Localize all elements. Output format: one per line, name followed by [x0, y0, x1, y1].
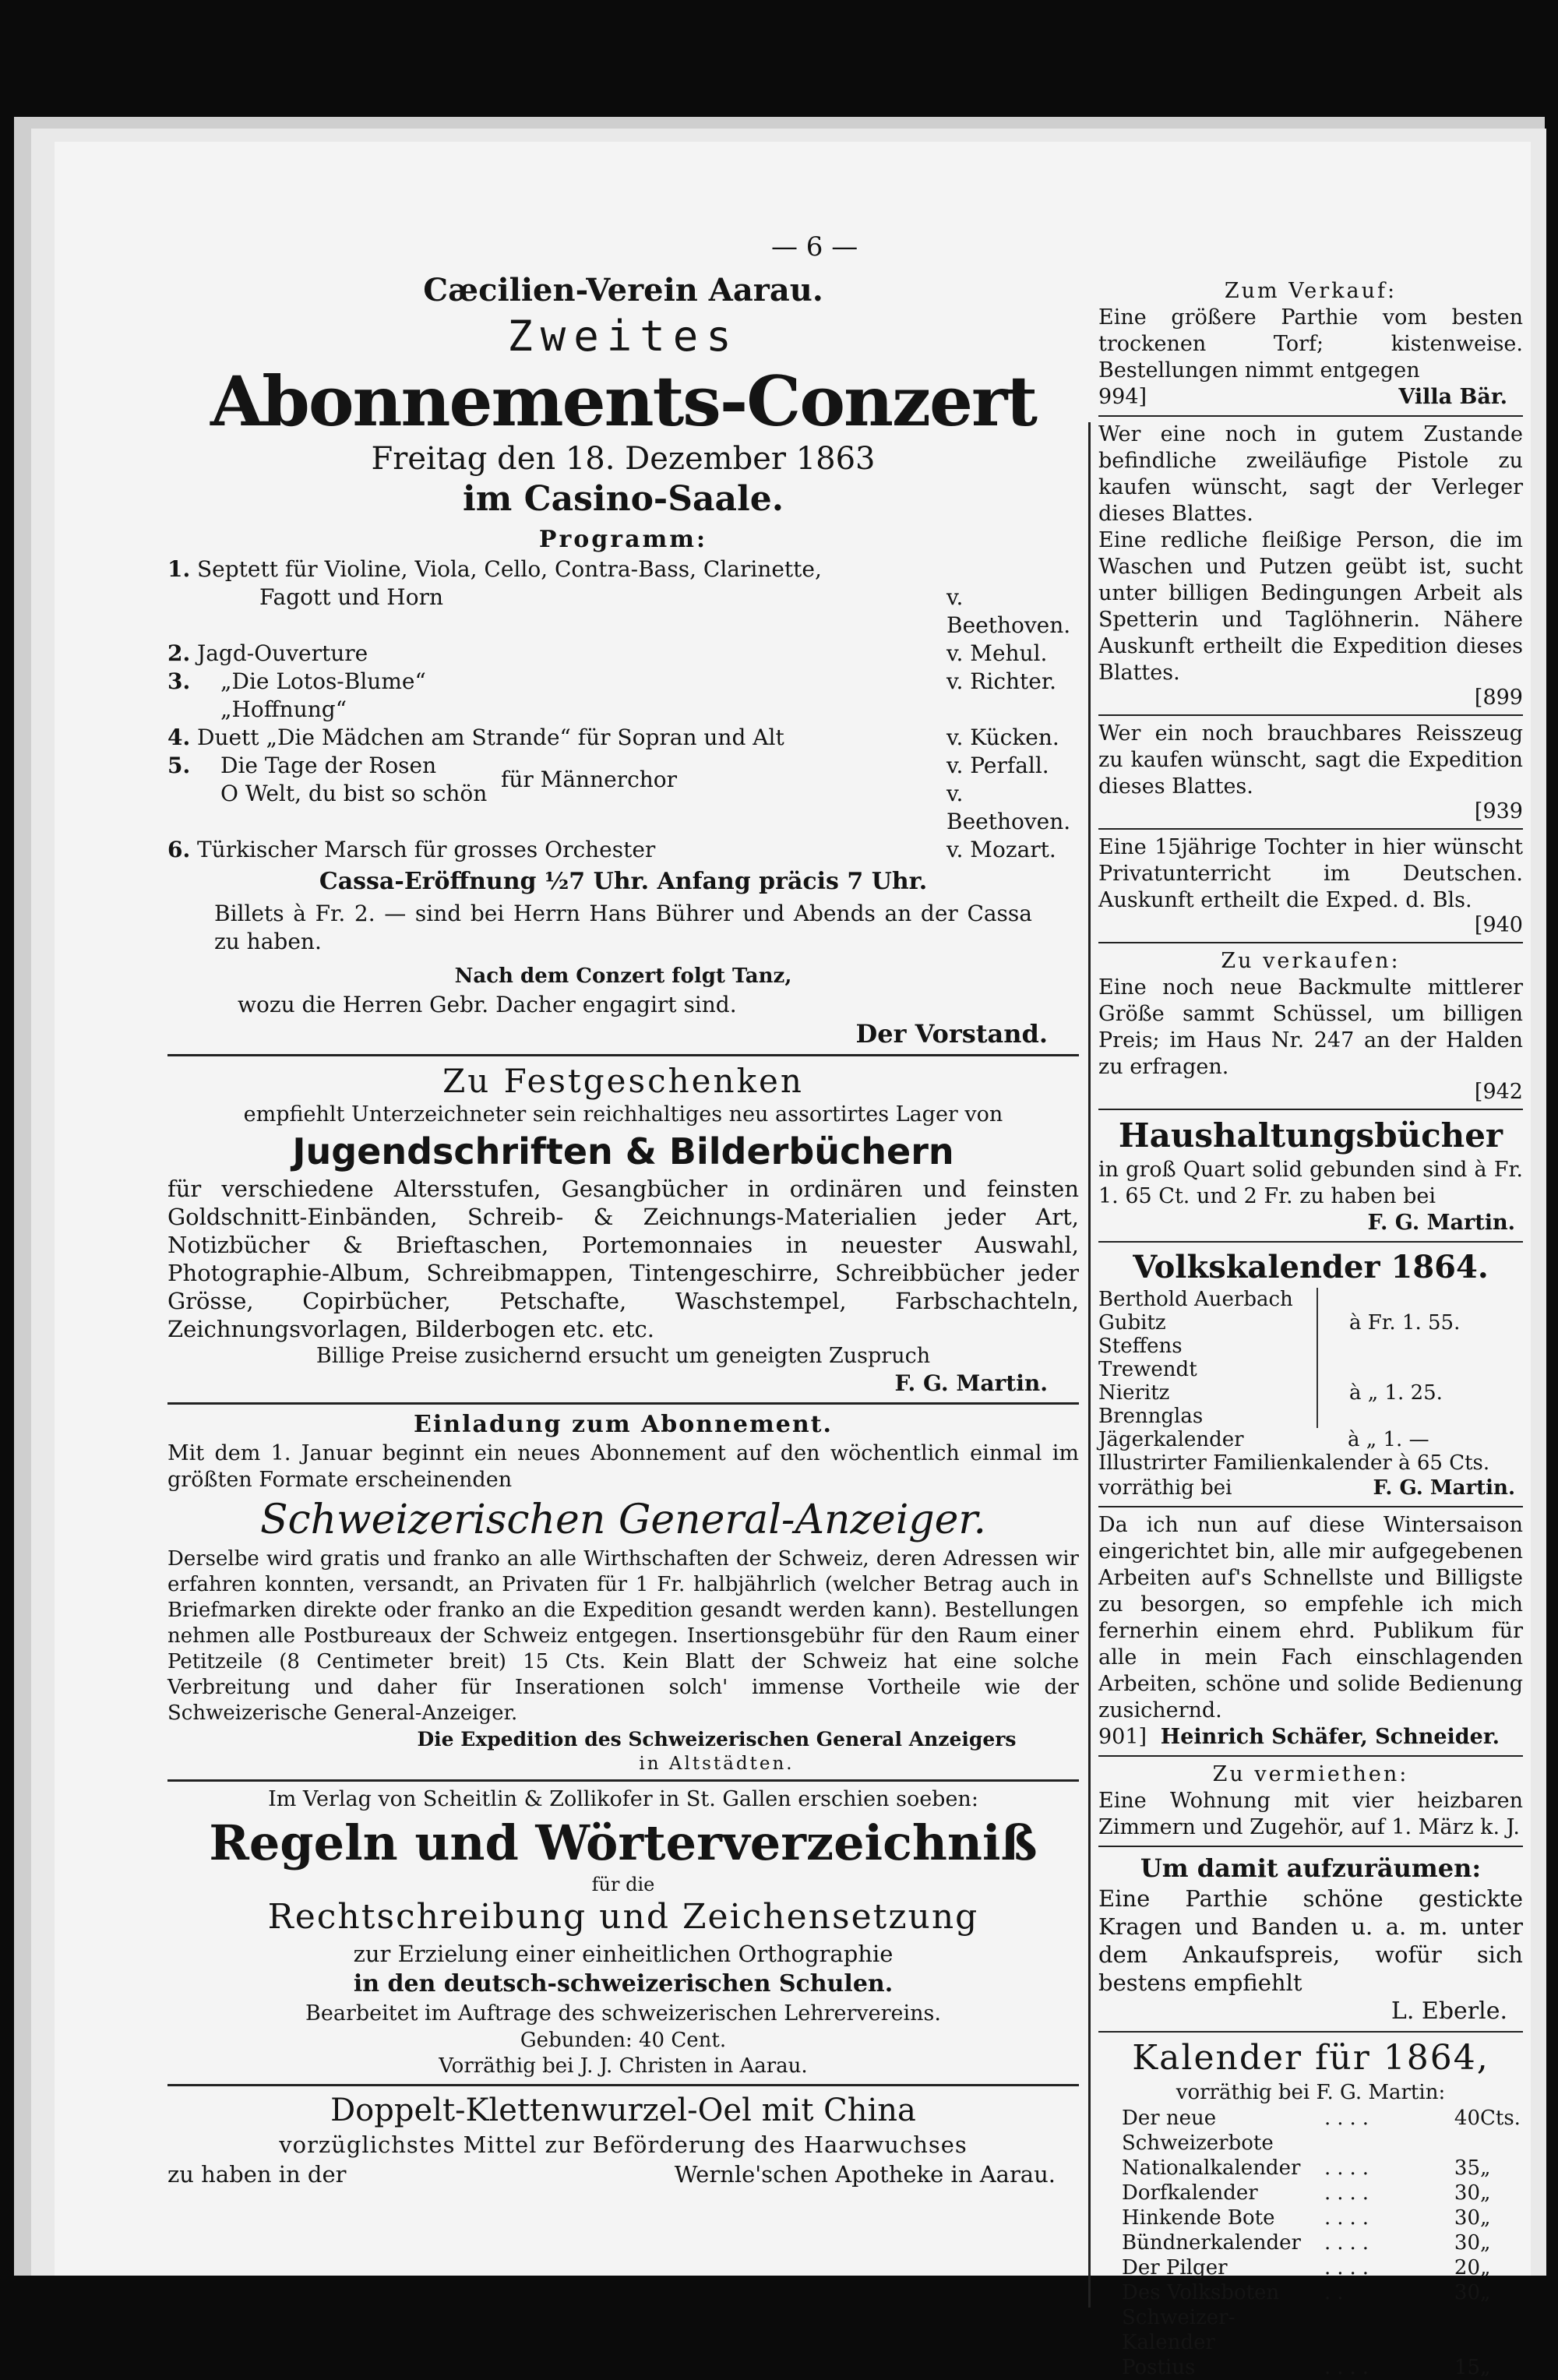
divider — [1098, 1109, 1523, 1110]
festgeschenke-intro: empfiehlt Unterzeichneter sein reichhaltiges neu assortirtes Lager von — [243, 1102, 1003, 1127]
regeln-title: Regeln und Wörterverzeichniß — [209, 1814, 1038, 1871]
regeln-avail: Vorräthig bei J. J. Christen in Aarau. — [439, 2054, 808, 2078]
oel-title: Doppelt-Klettenwurzel-Oel mit China — [330, 2093, 916, 2128]
regeln-price: Gebunden: 40 Cent. — [520, 2029, 727, 2052]
person-ad-number: [899 — [1474, 686, 1523, 710]
regeln-line-2: in den deutsch-schweizerischen Schulen. — [353, 1970, 894, 1997]
divider — [1098, 1755, 1523, 1757]
divider — [167, 1054, 1079, 1056]
kalender-title: Kalender für 1864, — [1132, 2038, 1489, 2078]
schaefer-footer: 901] Heinrich Schäfer, Schneider. — [1098, 1725, 1500, 1749]
list-item: Dorfkalender .... 30 „ — [1122, 2181, 1491, 2205]
tochter-ad-number: [940 — [1474, 913, 1523, 937]
list-item: Hinkende Bote .... 30 „ — [1122, 2206, 1491, 2230]
program-item: 2. Jagd-Ouverture v. Mehul. — [167, 640, 1048, 666]
regeln-line-1: zur Erzielung einer einheitlichen Orthographie — [353, 1941, 894, 1967]
program-item: 6. Türkischer Marsch für grosses Orchester v. Mozart. — [167, 837, 1056, 862]
divider — [167, 1402, 1079, 1405]
reisszeug-ad-number: [939 — [1474, 799, 1523, 823]
divider — [1098, 1846, 1523, 1847]
anzeiger-sig-2: in Altstädten. — [639, 1754, 795, 1774]
right-column — [1098, 278, 1523, 2380]
anzeiger-intro: Mit dem 1. Januar beginnt ein neues Abonnement auf den wöchentlich einmal im größten Formate erscheinenden — [167, 1441, 1079, 1492]
program-item: 4. Duett „Die Mädchen am Strande“ für Sopran und Alt v. Kücken. — [167, 725, 1059, 750]
list-item: Der Pilger .... 20 „ — [1122, 2256, 1491, 2280]
oel-footer: zu haben in der Wernle'schen Apotheke in Aarau. — [167, 2161, 1056, 2188]
vermiethen-ad: Eine Wohnung mit vier heizbaren Zimmern und Zugehör, auf 1. März k. J. — [1098, 1789, 1523, 1839]
divider — [167, 2084, 1079, 2086]
list-item: Der neue Schweizerbote .... 40 Cts. — [1122, 2107, 1521, 2155]
volkskalender-group-1: Berthold Auerbach Gubitz Steffens à Fr. 1. 55. — [1098, 1288, 1461, 1358]
concert-venue: im Casino-Saale. — [462, 479, 784, 519]
festgeschenke-signature: F. G. Martin. — [894, 1370, 1048, 1396]
backmulte-ad: Eine noch neue Backmulte mittlerer Größe sammt Schüssel, um billigen Preis; im Haus Nr. 247 an der Halden zu erfragen. — [1098, 975, 1523, 1079]
divider — [1098, 942, 1523, 943]
vermiethen-heading: Zu vermiethen: — [1212, 1762, 1409, 1786]
list-item: Bündnerkalender .... 30 „ — [1122, 2231, 1491, 2255]
billets-info: Billets à Fr. 2. — sind bei Herrn Hans Bührer und Abends an der Cassa zu haben. — [214, 901, 1032, 954]
page-number: — 6 — — [771, 231, 858, 263]
aufraeumen-sig: L. Eberle. — [1391, 1997, 1507, 2025]
program-list — [167, 555, 1079, 864]
divider — [1098, 828, 1523, 830]
regeln-intro: Im Verlag von Scheitlin & Zollikofer in St. Gallen erschien soeben: — [268, 1787, 978, 1811]
list-item: Postius .... 15 „ — [1122, 2356, 1491, 2379]
festgeschenke-closing: Billige Preise zusichernd ersucht um geneigten Zuspruch — [315, 1344, 931, 1368]
volkskalender-group-2: Trewendt Nieritz Brennglas à „ 1. 25. — [1098, 1358, 1443, 1428]
schaefer-ad: Da ich nun auf diese Wintersaison eingerichtet bin, alle mir aufgegebenen Arbeiten auf's Schnellste und Billigste zu besorgen, so empfehle ich mich fernerhin einem ehrd. Publikum für alle in mein Fach einschlagenden Arbeiten, schöne und solide Bedienung zusichernd. — [1098, 1513, 1523, 1722]
divider — [167, 1779, 1079, 1782]
kalender-avail: vorräthig bei F. G. Martin: — [1176, 2081, 1446, 2104]
divider — [1098, 714, 1523, 716]
person-ad: Eine redliche fleißige Person, die im Waschen und Putzen geübt ist, sucht unter billigen Bedingungen Arbeit als Spetterin und Taglöhnerin. Nähere Auskunft ertheilt die Expedition dieses Blattes. — [1098, 528, 1523, 685]
divider — [1098, 1241, 1523, 1243]
aufraeumen-heading: Um damit aufzuräumen: — [1140, 1853, 1482, 1883]
program-item: Fagott und Horn v. Beethoven. — [259, 584, 1071, 638]
haushaltung-title: Haushaltungsbücher — [1118, 1116, 1503, 1155]
divider — [1098, 415, 1523, 417]
program-item: 5. Die Tage der Rosen O Welt, du bist so schön für Männerchor v. Perfall. v. Beethoven. — [167, 753, 1071, 834]
newspaper-page — [55, 142, 1531, 2379]
pistole-ad: Wer eine noch in gutem Zustande befindliche zweiläufige Pistole zu kaufen wünscht, sagt der Verleger dieses Blattes. — [1098, 422, 1523, 526]
anzeiger-body: Derselbe wird gratis und franko an alle Wirthschaften der Schweiz, deren Adressen wir erfahren konnten, versandt, an Privaten für 1 Fr. halbjährlich (welcher Betrag auch in Briefmarken direkte oder franko an die Expedition gesandt werden kann). Bestellungen nehmen alle Postbureaux der Schweiz entgegen. Insertionsgebühr für den Raum einer Petitzeile (8 Centimeter breit) 15 Cts. Kein Blatt der Schweiz hat eine solche Verbreitung und daher für Inserationen solch' immense Vortheile wie der Schweizerische General-Anzeiger. — [167, 1547, 1079, 1725]
festgeschenke-body: für verschiedene Altersstufen, Gesangbücher in ordinären und feinsten Goldschnitt-Einbänden, Schreib- & Zeichnungs-Materialien jeder Art, Notizbücher & Brieftaschen, Portemonnaies in neuester Auswahl, Photographie-Album, Schreibmappen, Tintengeschirre, Schreibbücher jeder Grösse, Copirbücher, Petschafte, Waschstempel, Farbschachteln, Zeichnungsvorlagen, Bilderbogen etc. etc. — [167, 1176, 1079, 1342]
volkskalender-footer: vorräthig bei F. G. Martin. — [1098, 1476, 1515, 1500]
volkskalender-title: Volkskalender 1864. — [1133, 1249, 1489, 1285]
list-item: Nationalkalender .... 35 „ — [1122, 2156, 1491, 2180]
verkaufen-heading: Zu verkaufen: — [1221, 949, 1401, 973]
cassa-info: Cassa-Eröffnung ½7 Uhr. Anfang präcis 7 Uhr. — [319, 868, 928, 895]
reisszeug-ad: Wer ein noch brauchbares Reisszeug zu kaufen wünscht, sagt die Expedition dieses Blattes. — [1098, 721, 1523, 799]
verkauf-body: Eine größere Parthie vom besten trockenen Torf; kistenweise. Bestellungen nimmt entgegen — [1098, 305, 1523, 383]
program-heading: Programm: — [538, 526, 708, 553]
anzeiger-title: Schweizerischen General-Anzeiger. — [259, 1497, 987, 1543]
program-item: 3. „Die Lotos-Blume“ „Hoffnung“ v. Richter. — [167, 668, 1057, 722]
verkauf-footer: 994] Villa Bär. — [1098, 385, 1507, 409]
dance-info-2: wozu die Herren Gebr. Dacher engagirt sind. — [238, 992, 737, 1017]
regeln-fuer: für die — [591, 1874, 655, 1895]
tochter-ad: Eine 15jährige Tochter in hier wünscht Privatunterricht im Deutschen. Auskunft ertheilt die Exped. d. Bls. — [1098, 835, 1523, 912]
concert-signature: Der Vorstand. — [855, 1019, 1048, 1049]
list-item: Des Volksboten Schweizer-Kalender .. 30 „ — [1122, 2281, 1491, 2354]
program-item: 1. Septett für Violine, Viola, Cello, Contra-Bass, Clarinette, — [167, 556, 822, 582]
festgeschenke-main: Jugendschriften & Bilderbüchern — [292, 1130, 954, 1172]
regeln-sub: Rechtschreibung und Zeichensetzung — [267, 1897, 979, 1937]
haushaltung-sig: F. G. Martin. — [1367, 1211, 1515, 1235]
dance-info: Nach dem Conzert folgt Tanz, — [454, 964, 792, 988]
concert-ordinal: Zweites — [507, 312, 739, 361]
regeln-line-3: Bearbeitet im Auftrage des schweizerischen Lehrervereins. — [305, 2001, 941, 2026]
divider — [1098, 1506, 1523, 1507]
kalender-list — [1098, 2106, 1523, 2380]
anzeiger-heading: Einladung zum Abonnement. — [414, 1411, 833, 1438]
verkauf-heading: Zum Verkauf: — [1224, 279, 1398, 303]
concert-title: Abonnements-Conzert — [210, 361, 1036, 442]
divider — [1098, 2031, 1523, 2033]
oel-line: vorzüglichstes Mittel zur Beförderung des Haarwuchses — [279, 2131, 968, 2158]
backmulte-ad-number: [942 — [1474, 1080, 1523, 1104]
concert-date: Freitag den 18. Dezember 1863 — [371, 441, 876, 477]
left-column — [167, 270, 1079, 2189]
society-name: Cæcilien-Verein Aarau. — [423, 272, 823, 309]
volkskalender-illustrirt: Illustrirter Familienkalender à 65 Cts. — [1098, 1451, 1490, 1475]
column-rule — [1088, 422, 1091, 2308]
aufraeumen-ad: Eine Parthie schöne gestickte Kragen und Banden u. a. m. unter dem Ankaufspreis, wofür sich bestens empfiehlt — [1098, 1885, 1523, 1996]
anzeiger-sig-1: Die Expedition des Schweizerischen General Anzeigers — [417, 1728, 1017, 1751]
festgeschenke-heading: Zu Festgeschenken — [442, 1062, 804, 1100]
haushaltung-body: in groß Quart solid gebunden sind à Fr. 1. 65 Ct. und 2 Fr. zu haben bei — [1098, 1158, 1523, 1208]
volkskalender-jaeger: Jägerkalender à „ 1. — — [1098, 1428, 1429, 1451]
